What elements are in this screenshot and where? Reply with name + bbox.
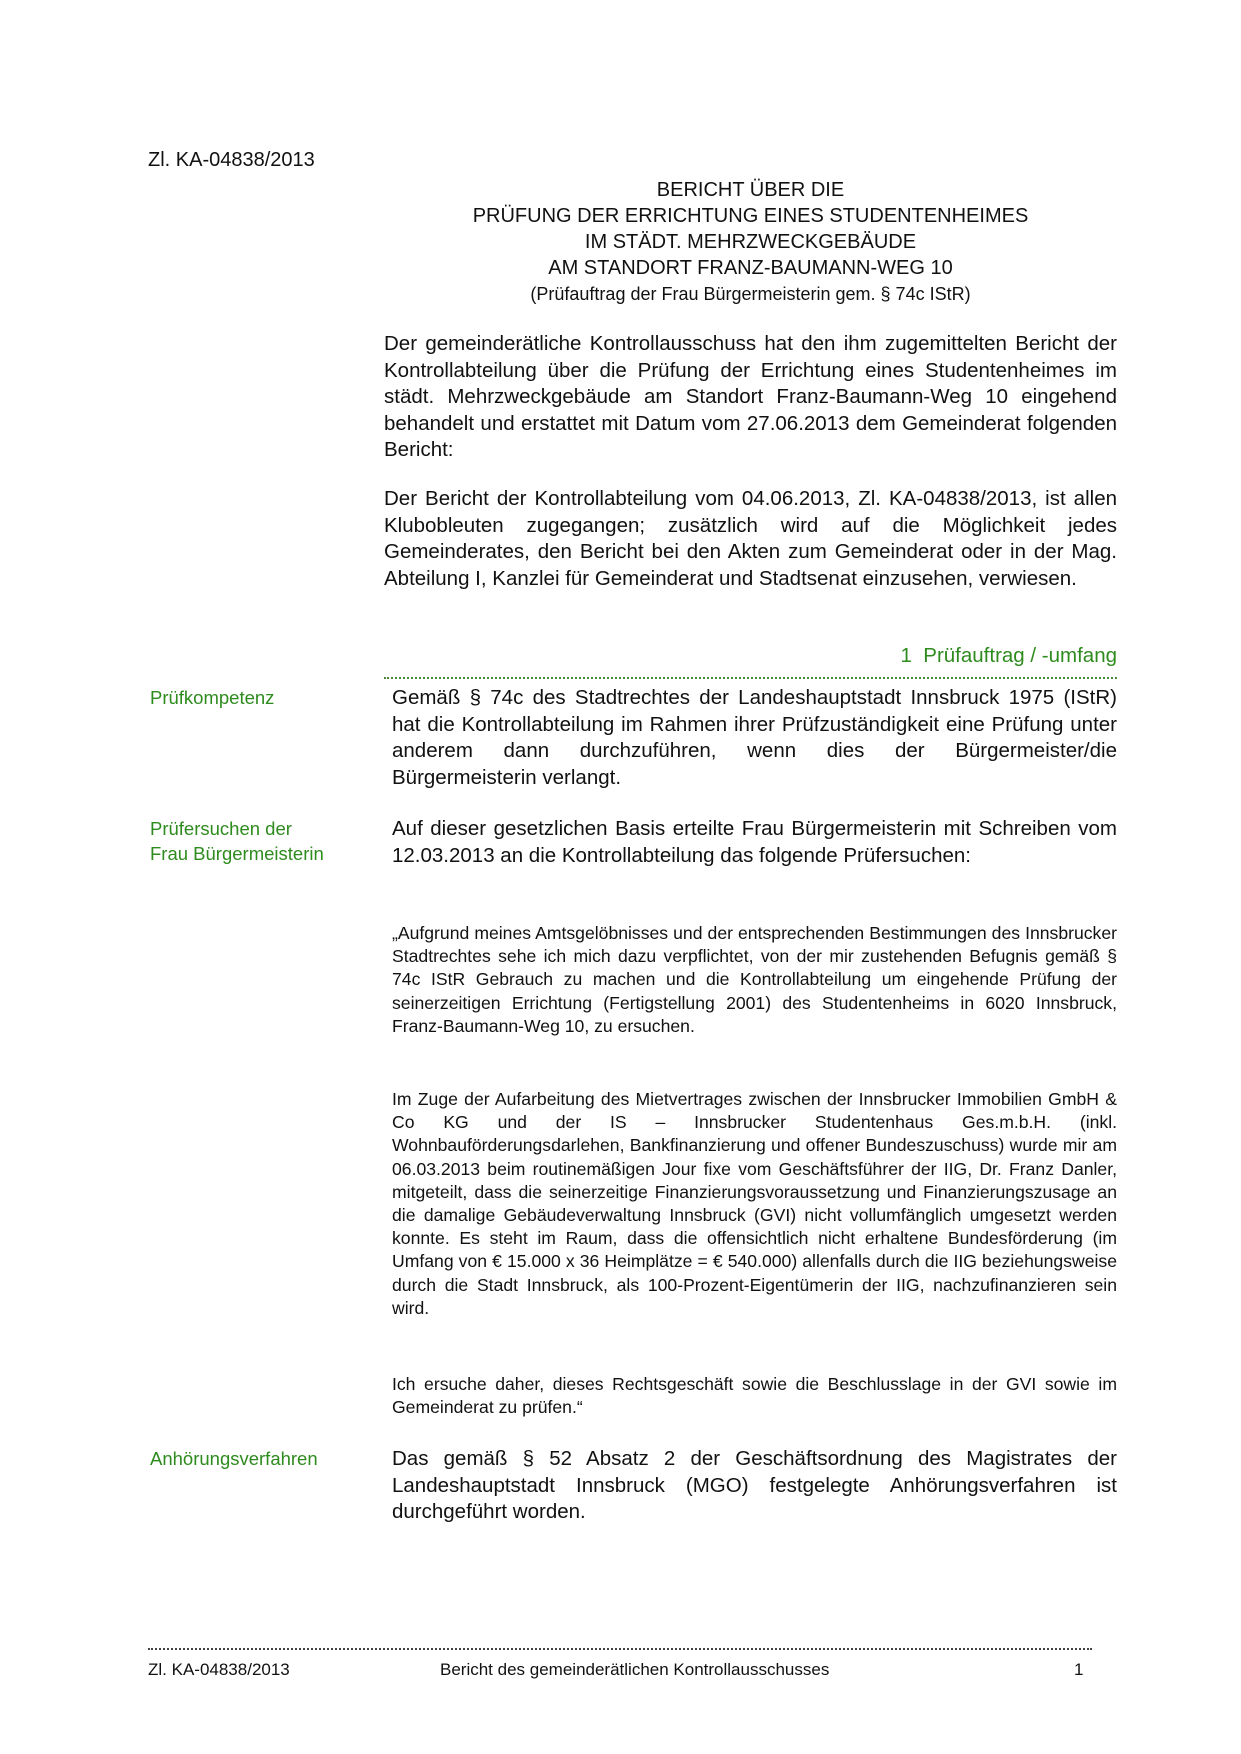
- section-title: Prüfauftrag / -umfang: [923, 644, 1117, 667]
- title-subtitle: (Prüfauftrag der Frau Bürgermeisterin gem. § 74c IStR): [530, 284, 971, 304]
- sidenote-line: Frau Bürgermeisterin: [150, 843, 324, 864]
- quote-text: Ich ersuche daher, dieses Rechtsgeschäft sowie die Beschlusslage in der GVI sowie im Gemeinderat zu prüfen.“: [392, 1374, 1117, 1418]
- footer-divider: [148, 1648, 1092, 1650]
- quote-text: Im Zuge der Aufarbeitung des Mietvertrages zwischen der Innsbrucker Immobilien GmbH & Co KG und der IS – Innsbrucker Studentenhaus Ges.m.b.H. (inkl. Wohnbauförderungsdarlehen, Bankfinanzierung und offener Bundeszuschuss) wurde mir am 06.03.2013 beim routinemäßigen Jour fixe vom Geschäftsführer der IIG, Dr. Franz Danler, mitgeteilt, dass die seinerzeitige Finanzierungsvoraussetzung und Finanzierungszusage an die damalige Gebäudeverwaltung Innsbruck (GVI) nicht vollumfänglich umgesetzt werden konnte. Es steht im Raum, dass die offensichtlich nicht erhaltene Bundesförderung (im Umfang von € 15.000 x 36 Heimplätze = € 540.000) allenfalls durch die IIG beziehungsweise durch die Stadt Innsbruck, als 100-Prozent-Eigentümerin der IIG, nachzufinanzieren sein wird.: [392, 1089, 1117, 1318]
- intro-paragraph-2: [384, 486, 1117, 592]
- quote-paragraph-1: [392, 922, 1117, 1038]
- intro-paragraph-1: [384, 331, 1117, 464]
- section-heading: [384, 643, 1117, 679]
- body-pruefersuchen: Auf dieser gesetzlichen Basis erteilte Frau Bürgermeisterin mit Schreiben vom 12.03.2013 an die Kontrollabteilung das folgende Prüfersuchen:: [392, 817, 1117, 867]
- footer-reference: Zl. KA-04838/2013: [148, 1660, 290, 1679]
- sidenote-anhoerung: Anhörungsverfahren: [150, 1448, 318, 1469]
- title-line: AM STANDORT FRANZ-BAUMANN-WEG 10: [548, 257, 953, 279]
- document-reference: Zl. KA-04838/2013: [148, 149, 315, 171]
- section-number: 1: [900, 644, 912, 667]
- page-number: 1: [1074, 1660, 1084, 1679]
- footer-title: Bericht des gemeinderätlichen Kontrollausschusses: [440, 1660, 830, 1679]
- sidenote-line: Prüfersuchen der: [150, 818, 292, 839]
- body-anhoerung: Das gemäß § 52 Absatz 2 der Geschäftsordnung des Magistrates der Landeshauptstadt Innsbruck (MGO) festgelegte Anhörungsverfahren ist durchgeführt worden.: [392, 1447, 1117, 1523]
- title-line: BERICHT ÜBER DIE: [656, 179, 845, 201]
- body-pruefkompetenz: Gemäß § 74c des Stadtrechtes der Landeshauptstadt Innsbruck 1975 (IStR) hat die Kontrollabteilung im Rahmen ihrer Prüfzuständigkeit eine Prüfung unter anderem dann durchzuführen, wenn dies der Bürgermeister/die Bürgermeisterin verlangt.: [392, 686, 1117, 789]
- intro-text: Der gemeinderätliche Kontrollausschuss hat den ihm zugemittelten Bericht der Kontrollabteilung über die Prüfung der Errichtung eines Studentenheimes im städt. Mehrzweckgebäude am Standort Franz-Baumann-Weg 10 eingehend behandelt und erstattet mit Datum vom 27.06.2013 dem Gemeinderat folgenden Bericht:: [384, 332, 1117, 461]
- title-line: IM STÄDT. MEHRZWECKGEBÄUDE: [584, 231, 917, 253]
- quote-text: „Aufgrund meines Amtsgelöbnisses und der entsprechenden Bestimmungen des Innsbrucker Stadtrechtes sehe ich mich dazu verpflichtet, von der mir zustehenden Befugnis gemäß § 74c IStR Gebrauch zu machen und die Kontrollabteilung um eingehende Prüfung der seinerzeitigen Errichtung (Fertigstellung 2001) des Studentenheims in 6020 Innsbruck, Franz-Baumann-Weg 10, zu ersuchen.: [392, 923, 1117, 1036]
- report-title: [384, 177, 1117, 307]
- title-line: PRÜFUNG DER ERRICHTUNG EINES STUDENTENHEIMES: [472, 205, 1029, 227]
- quote-paragraph-2: [392, 1088, 1117, 1320]
- sidenote-pruefkompetenz: Prüfkompetenz: [150, 687, 275, 708]
- sidenote-pruefersuchen: [150, 816, 370, 866]
- intro-text: Der Bericht der Kontrollabteilung vom 04.06.2013, Zl. KA-04838/2013, ist allen Klubobleuten zugegangen; zusätzlich wird auf die Möglichkeit jedes Gemeinderates, den Bericht bei den Akten zum Gemeinderat oder in der Mag. Abteilung I, Kanzlei für Gemeinderat und Stadtsenat einzusehen, verwiesen.: [384, 487, 1117, 590]
- quote-paragraph-3: [392, 1373, 1117, 1419]
